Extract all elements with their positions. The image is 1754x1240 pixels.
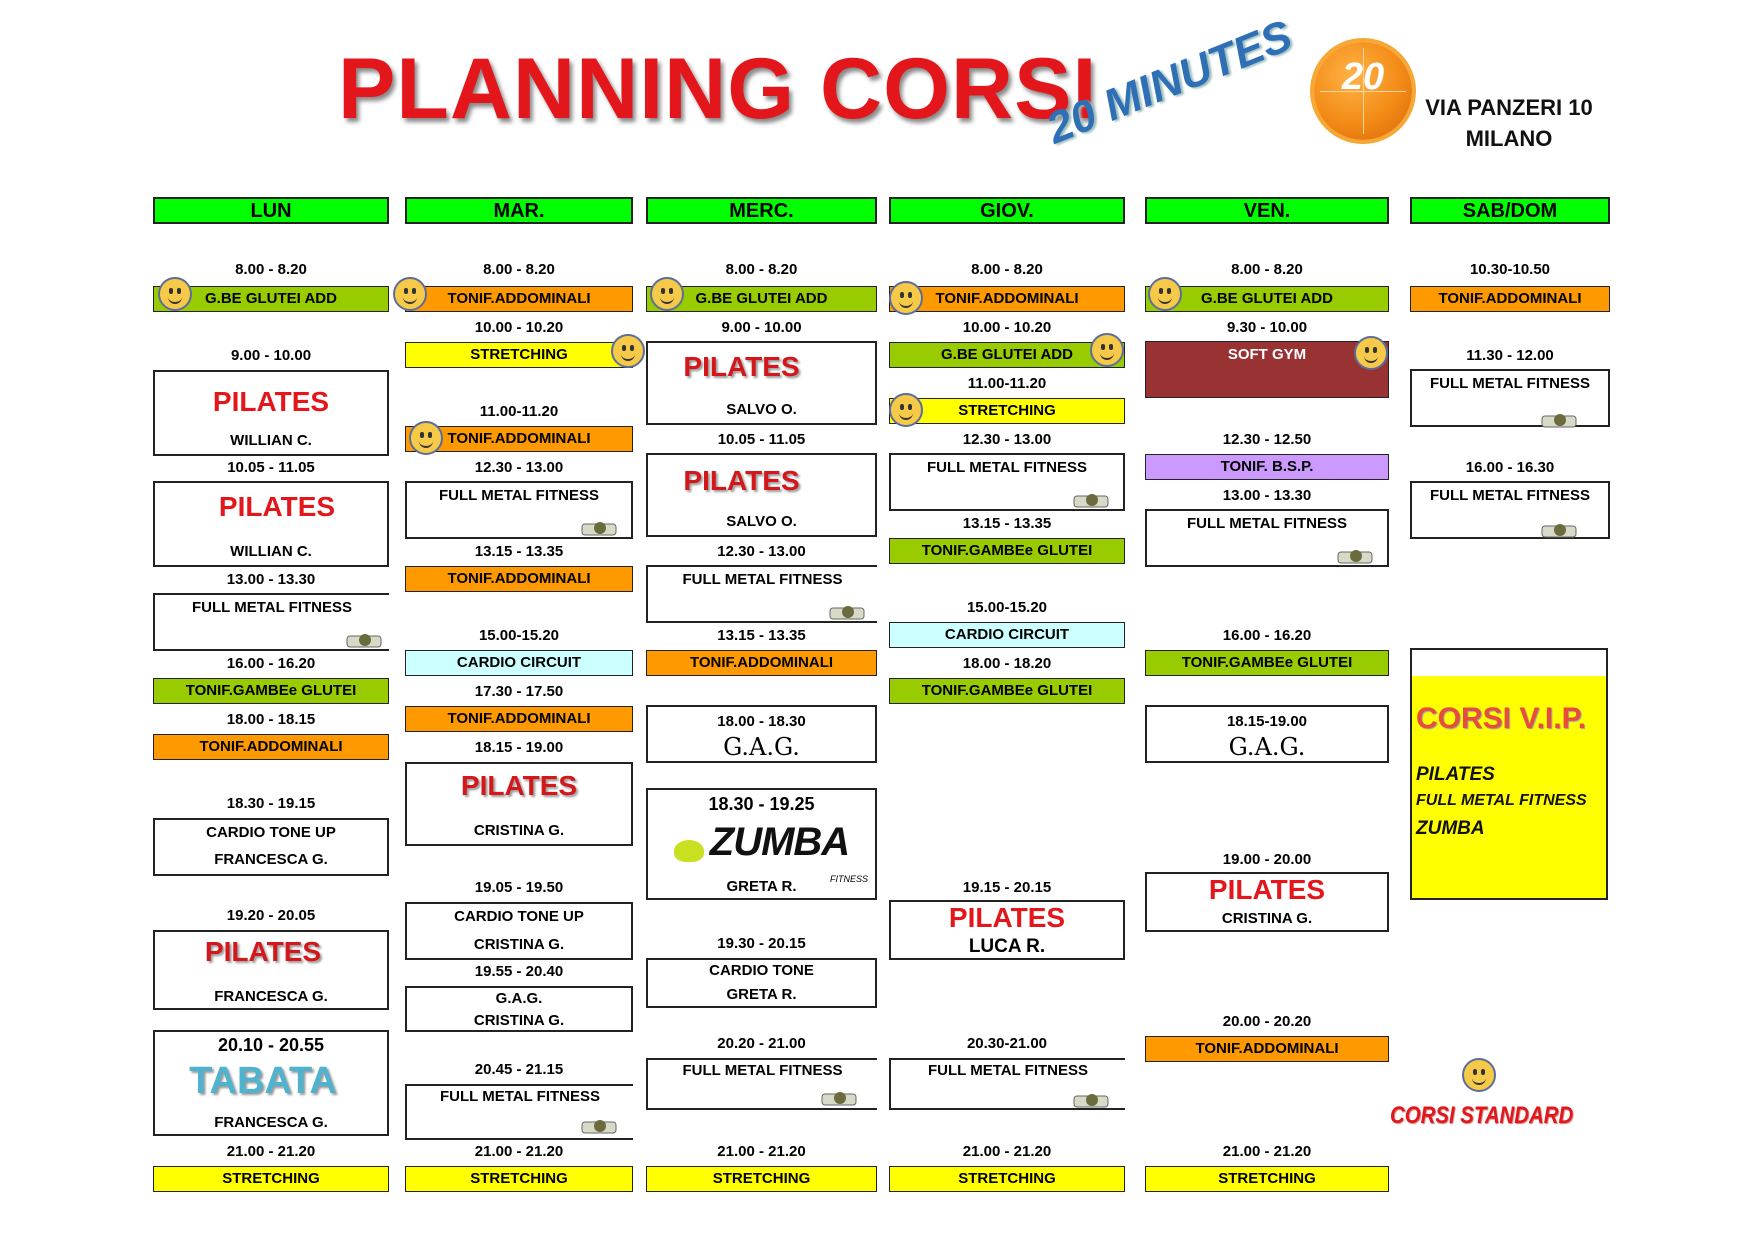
class-name: FULL METAL FITNESS bbox=[927, 459, 1087, 476]
time-slot: 15.00-15.20 bbox=[478, 627, 560, 644]
time-slot: 10.00 - 10.20 bbox=[962, 319, 1052, 336]
smiley-icon bbox=[1354, 336, 1388, 370]
time-slot: 18.15 - 19.00 bbox=[474, 739, 564, 756]
address bbox=[1424, 92, 1594, 154]
time-slot: 12.30 - 12.50 bbox=[1222, 431, 1312, 448]
class-bar: TONIF.ADDOMINALI bbox=[646, 650, 877, 676]
time-slot: 16.00 - 16.20 bbox=[1222, 627, 1312, 644]
instructor: WILLIAN C. bbox=[230, 543, 312, 560]
time-slot: 13.00 - 13.30 bbox=[226, 571, 316, 588]
smiley-icon bbox=[158, 277, 192, 311]
instructor: FRANCESCA G. bbox=[214, 988, 328, 1005]
time-slot: 11.30 - 12.00 bbox=[1466, 347, 1554, 364]
smiley-icon bbox=[650, 277, 684, 311]
time-slot: 18.00 - 18.30 bbox=[717, 713, 806, 730]
time-slot: 13.15 - 13.35 bbox=[474, 543, 564, 560]
class-bar: TONIF.ADDOMINALI bbox=[405, 426, 633, 452]
class-name: FULL METAL FITNESS bbox=[1430, 375, 1590, 392]
time-slot: 11.00-11.20 bbox=[967, 375, 1047, 392]
day-header-mar: MAR. bbox=[405, 197, 633, 224]
time-slot: 20.30-21.00 bbox=[966, 1035, 1048, 1052]
kettlebell-icon bbox=[828, 602, 868, 622]
time-slot: 8.00 - 8.20 bbox=[1231, 261, 1303, 278]
class-box bbox=[1410, 481, 1610, 539]
class-bar: STRETCHING bbox=[889, 398, 1125, 424]
instructor: GRETA R. bbox=[726, 986, 797, 1003]
kettlebell-icon bbox=[1540, 410, 1580, 430]
class-box bbox=[646, 788, 877, 900]
kettlebell-icon bbox=[580, 518, 620, 538]
class-name: FULL METAL FITNESS bbox=[682, 1062, 843, 1079]
class-bar: STRETCHING bbox=[405, 1166, 633, 1192]
class-bar: TONIF.GAMBEe GLUTEI bbox=[889, 678, 1125, 704]
time-slot: 21.00 - 21.20 bbox=[474, 1143, 564, 1160]
class-bar: SOFT GYM bbox=[1145, 341, 1389, 398]
time-slot: 12.30 - 13.00 bbox=[717, 543, 806, 560]
time-slot: 9.30 - 10.00 bbox=[1226, 319, 1308, 336]
class-name: PILATES bbox=[948, 902, 1066, 933]
class-box bbox=[889, 900, 1125, 960]
instructor: SALVO O. bbox=[726, 401, 797, 418]
time-slot: 21.00 - 21.20 bbox=[717, 1143, 806, 1160]
class-bar: STRETCHING bbox=[1145, 1166, 1389, 1192]
class-bar: STRETCHING bbox=[646, 1166, 877, 1192]
instructor: WILLIAN C. bbox=[230, 432, 312, 449]
class-bar: STRETCHING bbox=[153, 1166, 389, 1192]
time-slot: 21.00 - 21.20 bbox=[962, 1143, 1052, 1160]
instructor: CRISTINA G. bbox=[473, 936, 565, 953]
class-box bbox=[153, 818, 389, 876]
class-bar: G.BE GLUTEI ADD bbox=[1145, 286, 1389, 312]
time-slot: 17.30 - 17.50 bbox=[474, 683, 564, 700]
time-slot: 8.00 - 8.20 bbox=[971, 261, 1043, 278]
class-bar: CARDIO CIRCUIT bbox=[405, 650, 633, 676]
time-slot: 10.05 - 11.05 bbox=[717, 431, 806, 448]
kettlebell-icon bbox=[1072, 1090, 1112, 1110]
instructor: GRETA R. bbox=[726, 878, 797, 895]
smiley-icon bbox=[1148, 277, 1182, 311]
class-name: PILATES bbox=[218, 491, 336, 522]
class-name: PILATES bbox=[1208, 874, 1326, 905]
class-bar: TONIF.ADDOMINALI bbox=[889, 286, 1125, 312]
class-box bbox=[153, 370, 389, 456]
class-box bbox=[1145, 872, 1389, 932]
day-header-sabdom: SAB/DOM bbox=[1410, 197, 1610, 224]
class-bar: TONIF.GAMBEe GLUTEI bbox=[1145, 650, 1389, 676]
class-bar: G.BE GLUTEI ADD bbox=[153, 286, 389, 312]
smiley-icon bbox=[393, 277, 427, 311]
time-slot: 16.00 - 16.30 bbox=[1465, 459, 1555, 476]
class-box bbox=[405, 762, 633, 846]
time-slot: 8.00 - 8.20 bbox=[725, 261, 798, 278]
class-bar: TONIF.ADDOMINALI bbox=[1410, 286, 1610, 312]
class-box bbox=[1410, 369, 1610, 427]
class-name: FULL METAL FITNESS bbox=[440, 1088, 600, 1105]
class-name: PILATES bbox=[460, 770, 578, 801]
vip-box bbox=[1410, 648, 1608, 900]
smiley-icon bbox=[889, 393, 923, 427]
class-bar: TONIF.ADDOMINALI bbox=[405, 706, 633, 732]
time-slot: 19.15 - 20.15 bbox=[962, 879, 1052, 896]
kettlebell-icon bbox=[1540, 520, 1580, 540]
instructor: CRISTINA G. bbox=[473, 1012, 565, 1029]
class-name: PILATES bbox=[204, 936, 322, 967]
time-slot: 20.20 - 21.00 bbox=[717, 1035, 806, 1052]
time-slot: 11.00-11.20 bbox=[479, 403, 559, 420]
class-name: FULL METAL FITNESS bbox=[192, 599, 352, 616]
class-name: CARDIO TONE bbox=[709, 962, 814, 979]
vip-item: PILATES bbox=[1416, 764, 1495, 785]
class-bar: TONIF.ADDOMINALI bbox=[405, 566, 633, 592]
time-slot: 19.05 - 19.50 bbox=[474, 879, 564, 896]
time-slot: 21.00 - 21.20 bbox=[1222, 1143, 1312, 1160]
page-title: PLANNING CORSI bbox=[338, 41, 1098, 137]
address-line2: MILANO bbox=[1465, 126, 1553, 151]
smiley-icon bbox=[889, 281, 923, 315]
brand-logo-icon bbox=[1314, 42, 1412, 140]
instructor: LUCA R. bbox=[968, 936, 1046, 957]
instructor: CRISTINA G. bbox=[1221, 910, 1313, 927]
class-box bbox=[646, 705, 877, 763]
day-header-ven: VEN. bbox=[1145, 197, 1389, 224]
class-name: CARDIO TONE UP bbox=[206, 824, 336, 841]
time-slot: 15.00-15.20 bbox=[966, 599, 1048, 616]
time-slot: 8.00 - 8.20 bbox=[483, 261, 555, 278]
class-bar: STRETCHING bbox=[889, 1166, 1125, 1192]
class-bar: STRETCHING bbox=[405, 342, 633, 368]
time-slot: 10.30-10.50 bbox=[1469, 261, 1551, 278]
legend-standard: CORSI STANDARD bbox=[1390, 1102, 1574, 1129]
time-slot: 18.15-19.00 bbox=[1226, 713, 1308, 730]
brand-logo-number: 20 bbox=[1341, 56, 1385, 98]
kettlebell-icon bbox=[580, 1116, 620, 1136]
time-slot: 13.15 - 13.35 bbox=[717, 627, 806, 644]
class-bar: TONIF.ADDOMINALI bbox=[405, 286, 633, 312]
class-name: G.A.G. bbox=[723, 733, 800, 761]
class-box bbox=[1145, 705, 1389, 763]
day-header-giov: GIOV. bbox=[889, 197, 1125, 224]
class-bar: TONIF.ADDOMINALI bbox=[1145, 1036, 1389, 1062]
class-bar: G.BE GLUTEI ADD bbox=[889, 342, 1125, 368]
instructor: CRISTINA G. bbox=[473, 822, 565, 839]
class-name: FULL METAL FITNESS bbox=[928, 1062, 1088, 1079]
class-name: G.A.G. bbox=[1228, 733, 1306, 761]
brand-name: 20 MINUTES bbox=[1040, 10, 1299, 154]
class-box bbox=[405, 902, 633, 960]
time-slot: 18.30 - 19.15 bbox=[226, 795, 316, 812]
time-slot: 19.55 - 20.40 bbox=[474, 963, 564, 980]
class-name: FULL METAL FITNESS bbox=[1430, 487, 1590, 504]
time-slot: 10.05 - 11.05 bbox=[227, 459, 315, 476]
smiley-icon bbox=[611, 334, 645, 368]
time-slot: 18.00 - 18.15 bbox=[226, 711, 316, 728]
kettlebell-icon bbox=[1336, 546, 1376, 566]
time-slot: 12.30 - 13.00 bbox=[474, 459, 564, 476]
class-box bbox=[153, 481, 389, 567]
class-name: G.A.G. bbox=[495, 990, 543, 1007]
class-name: PILATES bbox=[212, 386, 330, 417]
class-bar: TONIF.GAMBEe GLUTEI bbox=[153, 678, 389, 704]
time-slot: 19.00 - 20.00 bbox=[1222, 851, 1312, 868]
instructor: SALVO O. bbox=[726, 513, 797, 530]
instructor: FRANCESCA G. bbox=[214, 1114, 328, 1131]
class-bar: TONIF.ADDOMINALI bbox=[153, 734, 389, 760]
day-header-merc: MERC. bbox=[646, 197, 877, 224]
class-box bbox=[646, 341, 877, 425]
time-slot: 9.00 - 10.00 bbox=[230, 347, 312, 364]
smiley-icon bbox=[1090, 333, 1124, 367]
time-slot: 13.00 - 13.30 bbox=[1222, 487, 1312, 504]
time-slot: 12.30 - 13.00 bbox=[962, 431, 1052, 448]
time-slot: 16.00 - 16.20 bbox=[226, 655, 316, 672]
class-box bbox=[646, 958, 877, 1008]
smiley-icon bbox=[409, 421, 443, 455]
time-slot: 20.10 - 20.55 bbox=[217, 1035, 325, 1055]
class-bar: TONIF. B.S.P. bbox=[1145, 454, 1389, 480]
class-box bbox=[405, 986, 633, 1032]
kettlebell-icon bbox=[820, 1088, 860, 1108]
zumba-logo: ZUMBA FITNESS bbox=[648, 820, 875, 865]
time-slot: 19.20 - 20.05 bbox=[226, 907, 316, 924]
class-box bbox=[153, 1030, 389, 1136]
time-slot: 18.00 - 18.20 bbox=[962, 655, 1052, 672]
class-bar: CARDIO CIRCUIT bbox=[889, 622, 1125, 648]
smiley-icon bbox=[1462, 1058, 1496, 1092]
time-slot: 19.30 - 20.15 bbox=[717, 935, 806, 952]
class-box bbox=[153, 930, 389, 1010]
time-slot: 8.00 - 8.20 bbox=[235, 261, 307, 278]
address-line1: VIA PANZERI 10 bbox=[1425, 95, 1593, 120]
class-name: PILATES bbox=[683, 351, 800, 382]
kettlebell-icon bbox=[1072, 490, 1112, 510]
class-name: FULL METAL FITNESS bbox=[1187, 515, 1347, 532]
vip-item: ZUMBA bbox=[1416, 818, 1485, 839]
time-slot: 18.30 - 19.25 bbox=[708, 794, 815, 814]
time-slot: 21.00 - 21.20 bbox=[226, 1143, 316, 1160]
vip-title: CORSI V.I.P. bbox=[1416, 702, 1587, 735]
instructor: FRANCESCA G. bbox=[214, 851, 328, 868]
time-slot: 9.00 - 10.00 bbox=[721, 319, 802, 336]
zumba-icon bbox=[674, 840, 704, 862]
class-name: CARDIO TONE UP bbox=[454, 908, 584, 925]
kettlebell-icon bbox=[345, 630, 385, 650]
time-slot: 10.00 - 10.20 bbox=[474, 319, 564, 336]
time-slot: 13.15 - 13.35 bbox=[962, 515, 1052, 532]
day-header-lun: LUN bbox=[153, 197, 389, 224]
class-name: TABATA bbox=[189, 1060, 337, 1102]
class-box bbox=[646, 453, 877, 537]
vip-item: FULL METAL FITNESS bbox=[1416, 792, 1587, 809]
time-slot: 20.45 - 21.15 bbox=[474, 1061, 564, 1078]
class-name: FULL METAL FITNESS bbox=[439, 487, 599, 504]
class-name: PILATES bbox=[683, 465, 800, 496]
class-bar: TONIF.GAMBEe GLUTEI bbox=[889, 538, 1125, 564]
class-bar: G.BE GLUTEI ADD bbox=[646, 286, 877, 312]
time-slot: 20.00 - 20.20 bbox=[1222, 1013, 1312, 1030]
class-name: FULL METAL FITNESS bbox=[682, 571, 843, 588]
